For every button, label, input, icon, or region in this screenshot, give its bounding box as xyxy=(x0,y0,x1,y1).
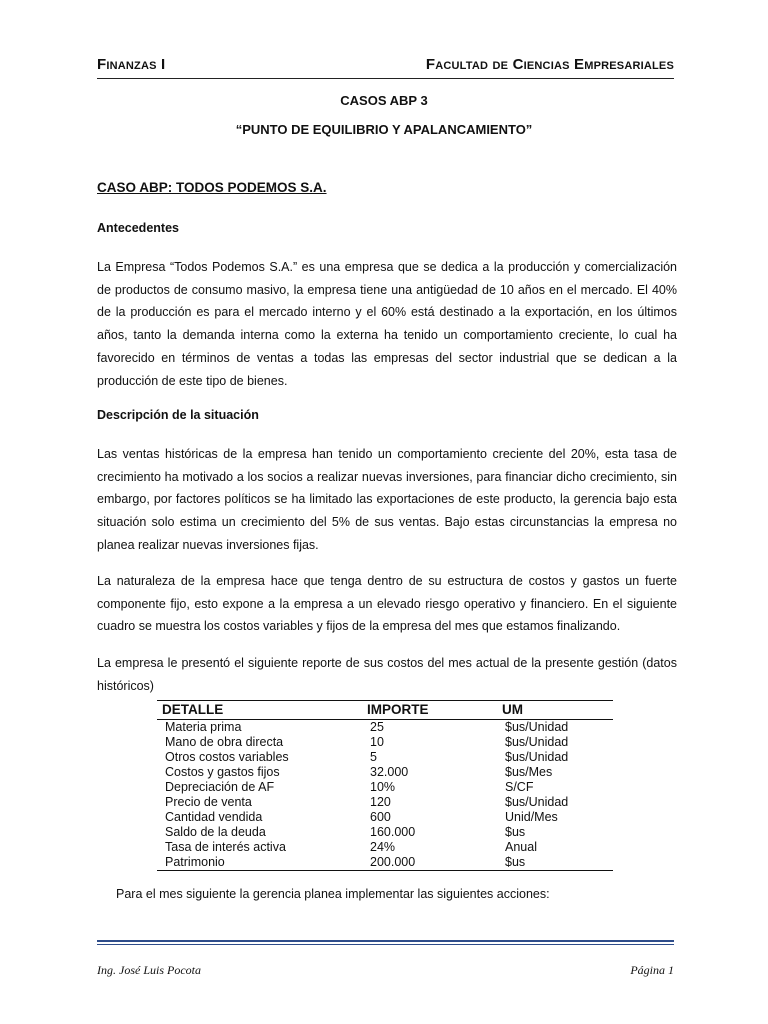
header-faculty: Facultad de Ciencias Empresariales xyxy=(425,56,674,73)
table-header-row xyxy=(157,701,613,720)
footer-page-number: Página 1 xyxy=(630,963,674,977)
cell-um: $us/Unidad xyxy=(505,795,569,809)
cell-importe: 32.000 xyxy=(370,765,409,779)
cell-um: Unid/Mes xyxy=(505,810,558,824)
table-row xyxy=(157,810,613,825)
cell-importe: 160.000 xyxy=(370,825,416,839)
cell-um: $us/Unidad xyxy=(505,735,569,749)
cell-detalle: Materia prima xyxy=(165,720,242,734)
column-header-detalle: DETALLE xyxy=(157,701,362,720)
column-header-um: UM xyxy=(497,701,613,720)
cell-importe: 24% xyxy=(370,840,396,854)
cell-um: S/CF xyxy=(505,780,534,794)
cell-importe: 5 xyxy=(370,750,377,764)
document-subtitle: “PUNTO DE EQUILIBRIO Y APALANCAMIENTO” xyxy=(235,122,533,137)
cell-detalle: Depreciación de AF xyxy=(165,780,275,794)
cell-um: $us xyxy=(505,825,526,839)
cell-um: $us/Unidad xyxy=(505,720,569,734)
cell-importe: 200.000 xyxy=(362,855,497,871)
table-row xyxy=(157,765,613,780)
footer-rule-thin xyxy=(97,944,674,945)
cell-detalle: Cantidad vendida xyxy=(165,810,263,824)
cell-detalle: Costos y gastos fijos xyxy=(165,765,280,779)
cell-importe: 10 xyxy=(370,735,384,749)
cell-importe: 600 xyxy=(370,810,391,824)
table-row xyxy=(157,840,613,855)
paragraph-descripcion-2: La naturaleza de la empresa hace que tenga dentro de su estructura de costos y gastos un fuerte componente fijo, esto expone a la empresa a un elevado riesgo operativo y financiero. En el siguiente cuadro se muestra los costos variables y fijos de la empresa del mes que estamos finalizando. xyxy=(97,574,677,634)
paragraph-after-table: Para el mes siguiente la gerencia planea implementar las siguientes acciones: xyxy=(116,887,550,901)
header-course: Finanzas I xyxy=(97,56,166,73)
cell-detalle: Precio de venta xyxy=(165,795,252,809)
table-row xyxy=(157,825,613,840)
cell-detalle: Patrimonio xyxy=(157,855,362,871)
paragraph-descripcion-1: Las ventas históricas de la empresa han tenido un comportamiento creciente del 20%, esta tasa de crecimiento ha motivado a los socios a realizar nuevas inversiones, para financiar dicho crecimiento, sin embargo, por factores políticos se ha limitado las exportaciones de este producto, la gerencia bajo esta situación solo estima un crecimiento del 5% de sus ventas. Bajo estas circunstancias la empresa no planea realizar nuevas inversiones fijas. xyxy=(97,447,677,552)
cell-importe: 25 xyxy=(370,720,384,734)
table-row xyxy=(157,780,613,795)
page-header xyxy=(97,56,674,80)
heading-descripcion: Descripción de la situación xyxy=(97,408,259,422)
table-row xyxy=(157,855,613,871)
footer-author: Ing. José Luis Pocota xyxy=(97,963,201,977)
paragraph-descripcion-3: La empresa le presentó el siguiente reporte de sus costos del mes actual de la presente gestión (datos históricos) xyxy=(97,656,677,693)
header-rule xyxy=(97,78,674,79)
cell-detalle: Tasa de interés activa xyxy=(165,840,286,854)
table-row xyxy=(157,795,613,810)
paragraph-antecedentes: La Empresa “Todos Podemos S.A.” es una empresa que se dedica a la producción y comercialización de productos de consumo masivo, la empresa tiene una antigüedad de 10 años en el mercado. El 40% de la producción es para el mercado interno y el 60% está destinado a la exportación, en los últimos años, tanto la demanda interna como la externa ha tenido un comportamiento creciente, lo cual ha favorecido en términos de ventas a todas las empresas del sector industrial que se dedican a la producción de este tipo de bienes. xyxy=(97,260,677,388)
cell-detalle: Saldo de la deuda xyxy=(165,825,266,839)
table-row xyxy=(157,735,613,750)
case-title: CASO ABP: TODOS PODEMOS S.A. xyxy=(97,180,327,195)
document-title: CASOS ABP 3 xyxy=(340,93,428,108)
cell-um: $us/Unidad xyxy=(505,750,569,764)
cell-um: $us xyxy=(497,855,613,871)
table-row xyxy=(157,750,613,765)
column-header-importe: IMPORTE xyxy=(362,701,497,720)
heading-antecedentes: Antecedentes xyxy=(97,221,179,235)
footer-rule xyxy=(97,940,674,942)
cell-importe: 10% xyxy=(370,780,396,794)
cost-table xyxy=(157,700,613,871)
cell-um: $us/Mes xyxy=(505,765,553,779)
cell-importe: 120 xyxy=(370,795,391,809)
cell-detalle: Otros costos variables xyxy=(165,750,289,764)
table-row xyxy=(157,720,613,736)
cell-detalle: Mano de obra directa xyxy=(165,735,284,749)
cell-um: Anual xyxy=(505,840,537,854)
